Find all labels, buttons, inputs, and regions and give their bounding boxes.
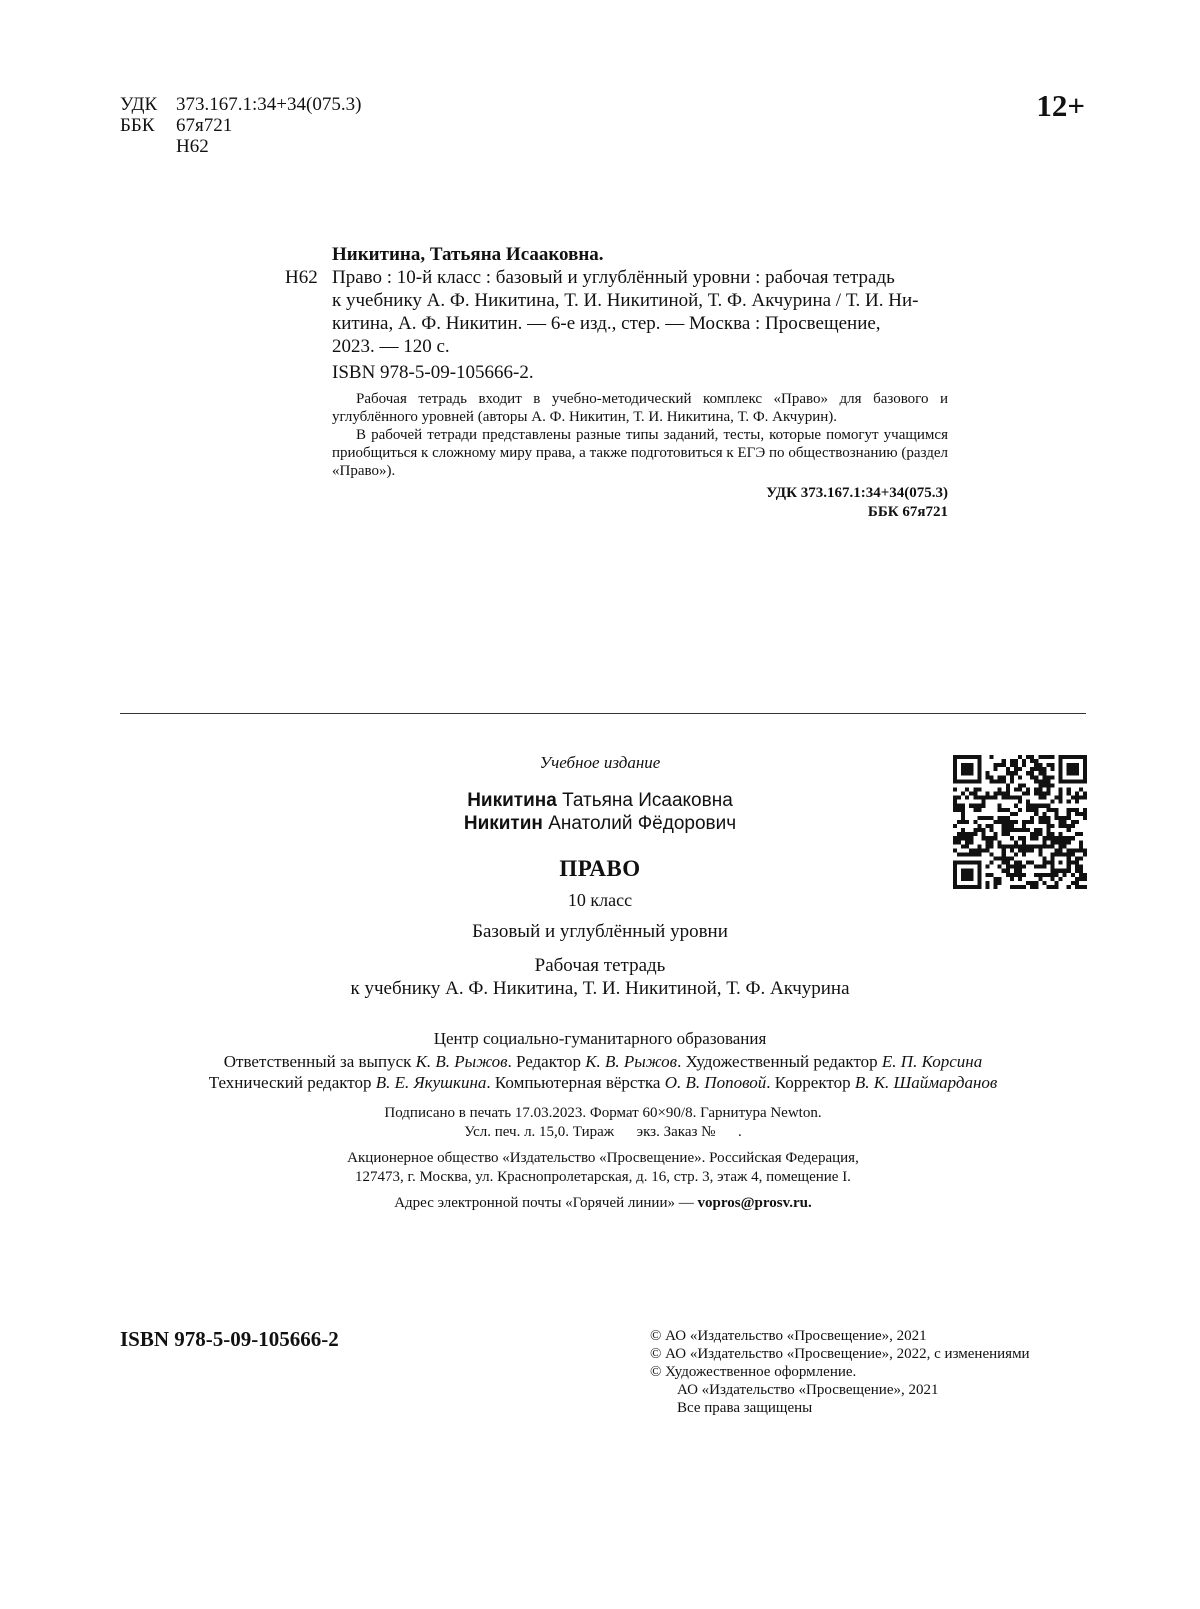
copyright-line: © АО «Издательство «Просвещение», 2022, с изменениями [650, 1346, 1030, 1362]
card-annotation [282, 390, 948, 480]
staff-name: О. В. Поповой [664, 1073, 767, 1092]
author-given: Анатолий Фёдорович [548, 813, 737, 834]
card-line [282, 266, 948, 289]
staff-name: В. К. Шаймарданов [854, 1073, 998, 1092]
card-index: Н62 [285, 267, 318, 288]
card-line-text: китина, А. Ф. Никитин. — 6-е изд., стер. — Москва : Просвещение, [332, 313, 881, 334]
copyright-line: АО «Издательство «Просвещение», 2021 [677, 1382, 939, 1398]
card-author: Никитина, Татьяна Исааковна. [332, 244, 604, 265]
bbk-code: 67я721 [176, 115, 233, 136]
workbook-for: к учебнику А. Ф. Никитина, Т. И. Никитиной, Т. Ф. Акчурина [350, 978, 850, 999]
imprint-authors [150, 789, 1050, 835]
section-divider [120, 713, 1086, 714]
staff-line: Технический редактор В. Е. Якушкина. Компьютерная вёрстка О. В. Поповой. Корректор В. К. Шаймарданов [208, 1073, 998, 1092]
staff-line: Ответственный за выпуск К. В. Рыжов. Редактор К. В. Рыжов. Художественный редактор Е. П. Корсина [223, 1052, 983, 1071]
annotation-paragraph: Рабочая тетрадь входит в учебно-методический комплекс «Право» для базового и углублённого уровней (авторы А. Ф. Никитин, Т. И. Никитина, Т. Ф. Акчурин). [332, 391, 948, 425]
card-udk: УДК 373.167.1:34+34(075.3) [766, 485, 948, 501]
copyright-line: Все права защищены [677, 1400, 813, 1416]
annotation-paragraph: В рабочей тетради представлены разные типы заданий, тесты, которые помогут учащимся приобщиться к сложному миру права, а также подготовиться к ЕГЭ по обществознанию (раздел «Право»). [332, 427, 948, 479]
copyright-symbol: © [650, 1346, 662, 1362]
catalog-codes [120, 94, 361, 157]
age-rating: 12+ [1036, 88, 1085, 123]
bibliographic-card [282, 243, 948, 522]
copyright-line: © Художественное оформление. [650, 1364, 857, 1380]
staff-name: В. Е. Якушкина [375, 1073, 487, 1092]
level: Базовый и углублённый уровни [472, 921, 728, 942]
card-line [282, 335, 948, 358]
card-isbn: ISBN 978-5-09-105666-2. [332, 362, 534, 383]
publisher-line: Акционерное общество «Издательство «Просвещение». Российская Федерация, [347, 1150, 859, 1166]
author-surname: Никитин [463, 813, 543, 834]
print-line: Усл. печ. л. 15,0. Тираж экз. Заказ № . [464, 1124, 742, 1140]
author-line [150, 789, 1050, 812]
edition-type: Учебное издание [539, 753, 661, 772]
publisher-line: 127473, г. Москва, ул. Краснопролетарская, д. 16, стр. 3, этаж 4, помещение I. [355, 1169, 851, 1185]
copyright-symbol: © [650, 1364, 662, 1380]
card-bbk: ББК 67я721 [867, 504, 948, 520]
card-line [282, 289, 948, 312]
workbook-label: Рабочая тетрадь [534, 955, 666, 976]
staff-name: К. В. Рыжов [415, 1052, 508, 1071]
publisher-info [120, 1149, 1086, 1187]
hotline-email: Адрес электронной почты «Горячей линии» — vopros@prosv.ru. [394, 1195, 812, 1211]
book-title: ПРАВО [559, 856, 641, 881]
print-info [120, 1104, 1086, 1142]
author-mark: Н62 [176, 136, 209, 157]
card-line-text: 2023. — 120 с. [332, 336, 450, 357]
print-line: Подписано в печать 17.03.2023. Формат 60×90/8. Гарнитура Newton. [384, 1105, 822, 1121]
udk-label: УДК [120, 94, 158, 115]
copyright-symbol: © [650, 1328, 662, 1344]
workbook-note [150, 954, 1050, 1000]
udk-code: 373.167.1:34+34(075.3) [176, 94, 362, 115]
staff-name: К. В. Рыжов [585, 1052, 678, 1071]
author-line [150, 812, 1050, 835]
author-given: Татьяна Исааковна [562, 790, 733, 811]
card-line [282, 312, 948, 335]
email-address: vopros@prosv.ru. [697, 1195, 812, 1211]
card-line-text: к учебнику А. Ф. Никитина, Т. И. Никитиной, Т. Ф. Акчурина / Т. И. Ни- [332, 290, 919, 311]
grade: 10 класс [567, 890, 633, 910]
staff-name: Е. П. Корсина [881, 1052, 983, 1071]
copyright-line: © АО «Издательство «Просвещение», 2021 [650, 1328, 927, 1344]
staff-credits [120, 1051, 1086, 1093]
copyright-block [650, 1327, 1086, 1417]
card-line-text: Право : 10-й класс : базовый и углублённый уровни : рабочая тетрадь [332, 267, 895, 288]
author-surname: Никитина [467, 790, 557, 811]
editorial-center: Центр социально-гуманитарного образования [433, 1029, 767, 1048]
isbn-footer: ISBN 978-5-09-105666-2 [120, 1327, 339, 1351]
bbk-label: ББК [120, 115, 155, 136]
card-codes [282, 484, 948, 522]
